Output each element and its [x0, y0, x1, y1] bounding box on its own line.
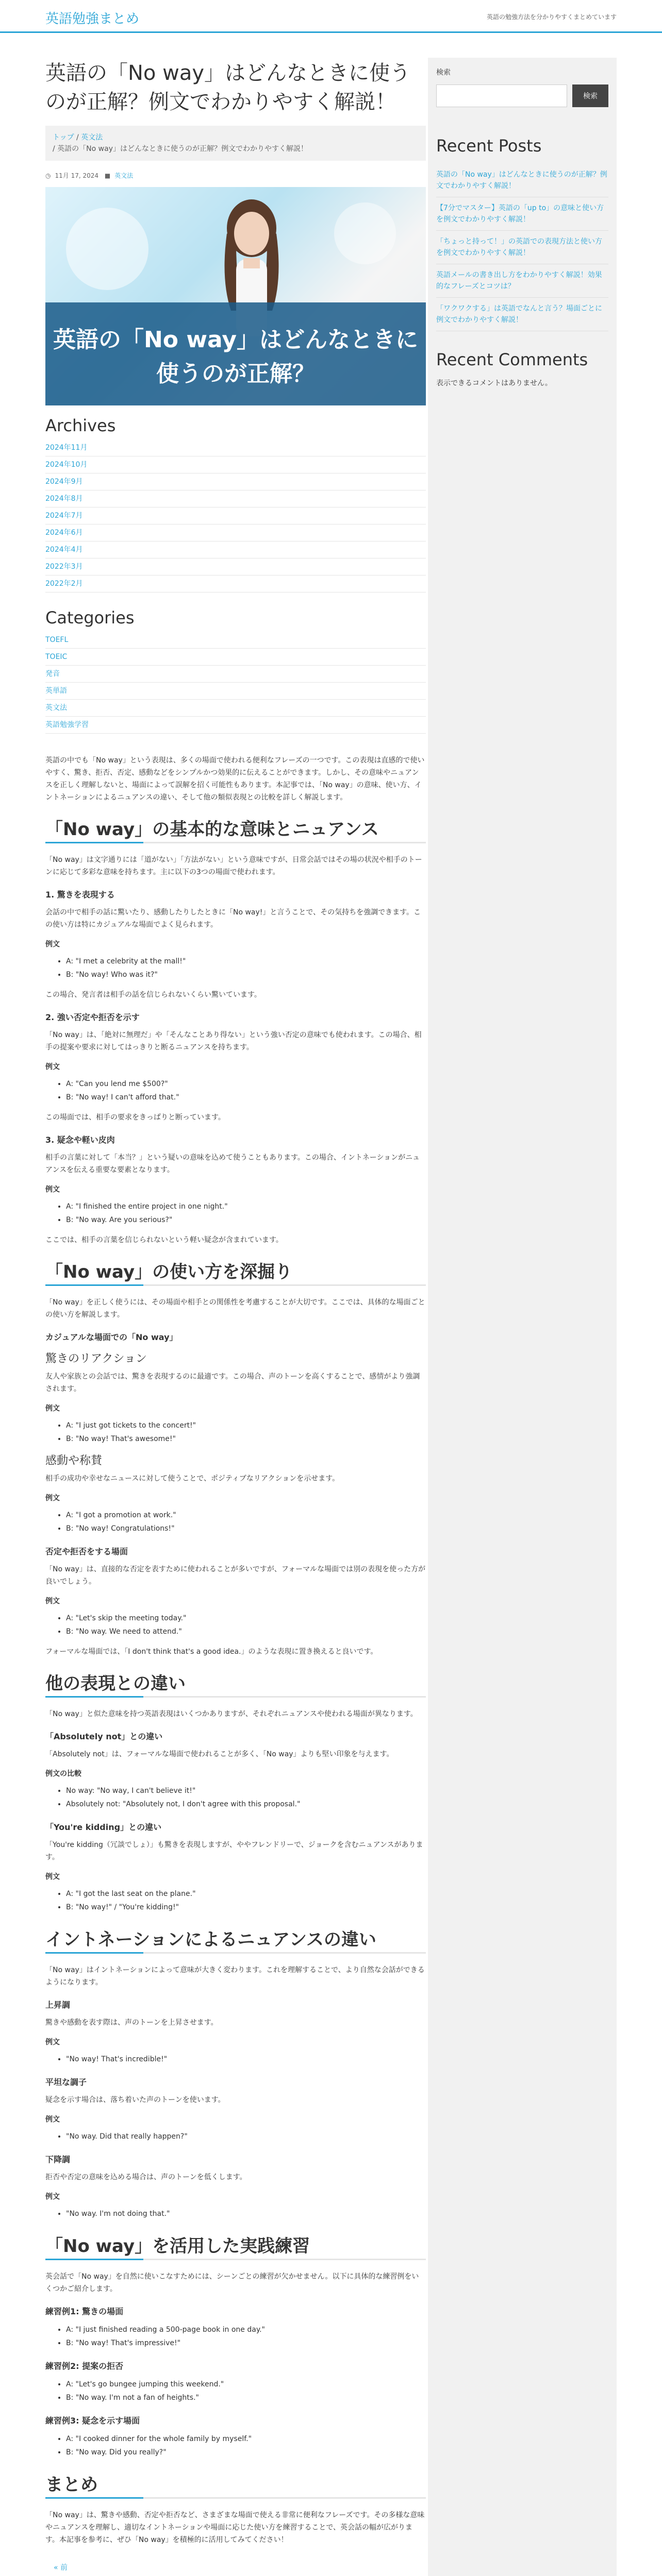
subheading: 3. 疑念や軽い皮肉 [45, 1135, 115, 1145]
folder-icon: ■ [104, 172, 111, 179]
example-item: • A: "I got the last seat on the plane." [66, 1887, 426, 1901]
paragraph: 「No way」は文字通りには「道がない」「方法がない」という意味ですが、日常会話ではその場の状況や相手のトーンに応じて多彩な意味を持ちます。主に以下の3つの場面で使われます。 [45, 856, 422, 876]
paragraph: 「No way」はイントネーションによって意味が大きく変わります。これを理解することで、より自然な会話ができるようになります。 [45, 1966, 425, 1987]
breadcrumb-current: 英語の「No way」はどんなときに使うのが正解？例文でわかりやすく解説！ [57, 145, 308, 153]
subheading: 練習例3: 疑念を示す場面 [45, 2416, 140, 2426]
archive-item [45, 541, 426, 558]
example-label: 例文 [45, 1494, 60, 1502]
category-item [45, 632, 426, 649]
archives-heading: Archives [45, 416, 116, 435]
category-item [45, 666, 426, 683]
category-link[interactable]: 英語勉強学習 [45, 721, 89, 729]
example-label: 例文 [45, 1597, 60, 1605]
article-body [45, 754, 426, 2574]
paragraph: 驚きや感動を表す際は、声のトーンを上昇させます。 [45, 2019, 218, 2027]
minor-heading: 驚きのリアクション [45, 1352, 147, 1365]
subheading: 否定や拒否をする場面 [45, 1547, 128, 1556]
search-input[interactable] [436, 84, 567, 107]
archive-item [45, 524, 426, 541]
minor-heading: 感動や称賛 [45, 1454, 103, 1467]
example-item: • B: "No way! That's awesome!" [66, 1432, 426, 1446]
breadcrumb-separator: / [53, 145, 55, 153]
example-label: 例文 [45, 1873, 60, 1881]
example-item: • A: "Let's skip the meeting today." [66, 1612, 426, 1625]
example-item: • A: "I met a celebrity at the mall!" [66, 955, 426, 968]
example-list [66, 1784, 426, 1811]
paragraph: 疑念を示す場合は、落ち着いた声のトーンを使います。 [45, 2096, 225, 2104]
recent-post-link[interactable]: 英語の「No way」はどんなときに使うのが正解？例文でわかりやすく解説！ [436, 171, 607, 190]
post-title: 英語の「No way」はどんなときに使うのが正解？例文でわかりやすく解説！ [45, 61, 411, 114]
site-tagline: 英語の勉強方法を分かりやすくまとめています [486, 13, 617, 21]
category-link[interactable]: TOEIC [45, 653, 68, 661]
subheading: 下降調 [45, 2155, 71, 2164]
subheading: 1. 驚きを表現する [45, 890, 115, 900]
example-item: • "No way. I'm not doing that." [66, 2207, 426, 2221]
section-heading: 「No way」を活用した実践練習 [45, 2240, 426, 2260]
example-item: • A: "Let's go bungee jumping this weekend." [66, 2378, 426, 2391]
archive-link[interactable]: 2022年2月 [45, 580, 83, 588]
breadcrumb-category-link[interactable]: 英文法 [81, 133, 103, 142]
example-item: • B: "No way. I'm not a fan of heights." [66, 2391, 426, 2404]
archive-item [45, 558, 426, 575]
subheading: 「Absolutely not」との違い [45, 1732, 163, 1741]
example-label: 例文 [45, 2038, 60, 2046]
paragraph: この場面では、相手の要求をきっぱりと断っています。 [45, 1113, 225, 1122]
recent-post-link[interactable]: 「ワクワクする」は英語でなんと言う？場面ごとに例文でわかりやすく解説！ [436, 304, 602, 324]
example-list [66, 2323, 426, 2350]
recent-post-item [436, 197, 608, 231]
breadcrumb [45, 126, 426, 161]
paragraph: 「No way」を正しく使うには、その場面や相手との関係性を考慮することが大切です。ここでは、具体的な場面ごとの使い方を解説します。 [45, 1298, 425, 1319]
recent-post-link[interactable]: 英語メールの書き出し方をわかりやすく解説！効果的なフレーズとコツは？ [436, 271, 602, 291]
paragraph: 「Absolutely not」は、フォーマルな場面で使われることが多く、「No way」よりも堅い印象を与えます。 [45, 1750, 394, 1758]
intro-paragraph: 英語の中でも「No way」という表現は、多くの場面で使われる便利なフレーズの一つです。この表現は直感的で使いやすく、驚き、拒否、否定、感動などをシンプルかつ効果的に伝えることができます。しかし、その意味やニュアンスを正しく理解しないと、場面によって誤解を招く可能性もあります。本記事では、「No way」の意味、使い方、イントネーションによるニュアンスの違い、そして他の類似表現との比較を詳しく解説します。 [45, 756, 425, 802]
clock-icon: ◷ [45, 172, 51, 179]
paragraph: ここでは、相手の言葉を信じられないという軽い疑念が含まれています。 [45, 1236, 283, 1244]
paragraph: 会話の中で相手の話に驚いたり、感動したりしたときに「No way!」と言うことで、その気持ちを強調できます。この使い方は特にカジュアルな場面でよく見られます。 [45, 908, 421, 929]
archives-list [45, 439, 426, 592]
subheading: カジュアルな場面での「No way」 [45, 1332, 178, 1342]
example-item: • A: "I finished the entire project in one night." [66, 1200, 426, 1213]
example-item: • A: "I got a promotion at work." [66, 1509, 426, 1522]
recent-posts-list [436, 164, 608, 331]
example-label: 例文 [45, 2193, 60, 2201]
recent-post-link[interactable]: 【7分でマスター】英語の「up to」の意味と使い方を例文でわかりやすく解説！ [436, 204, 604, 224]
recent-post-link[interactable]: 「ちょっと持って！」の英語での表現方法と使い方を例文でわかりやすく解説！ [436, 238, 602, 257]
categories-heading: Categories [45, 608, 135, 628]
eyecatch-image [45, 187, 426, 405]
site-header [0, 0, 662, 33]
eyecatch-title: 英語の「No way」はどんなときに使うのが正解？ [53, 327, 419, 387]
category-link[interactable]: 英単語 [45, 687, 67, 695]
example-item: • B: "No way! Who was it?" [66, 968, 426, 981]
archive-item [45, 473, 426, 490]
recent-post-item [436, 298, 608, 331]
recent-post-item [436, 164, 608, 197]
paragraph: 「No way」は、「絶対に無理だ」や「そんなことあり得ない」という強い否定の意味でも使われます。この場合、相手の提案や要求に対してはっきりと断るニュアンスを持ちます。 [45, 1031, 422, 1052]
post-date: 11月 17, 2024 [55, 172, 99, 179]
subheading: 練習例2: 提案の拒否 [45, 2361, 124, 2371]
example-list [66, 1612, 426, 1638]
paragraph: 拒否や否定の意味を込める場合は、声のトーンを低くします。 [45, 2173, 247, 2181]
search-button[interactable]: 検索 [572, 84, 608, 107]
post-category-link[interactable]: 英文法 [114, 172, 134, 179]
paragraph: 「You're kidding（冗談でしょ）」も驚きを表現しますが、ややフレンドリーで、ジョークを含むニュアンスがあります。 [45, 1841, 423, 1861]
recent-comments-heading: Recent Comments [436, 350, 588, 369]
archive-item [45, 507, 426, 524]
example-item: • "No way. Did that really happen?" [66, 2130, 426, 2143]
example-label: 例文 [45, 2115, 60, 2124]
example-item: • B: "No way! Congratulations!" [66, 1522, 426, 1535]
example-label: 例文 [45, 1063, 60, 1071]
example-label: 例文 [45, 940, 60, 948]
example-item: • A: "I just finished reading a 500-page book in one day." [66, 2323, 426, 2336]
paragraph: 英会話で「No way」を自然に使いこなすためには、シーンごとの練習が欠かせません。以下に具体的な練習例をいくつかご紹介します。 [45, 2273, 419, 2293]
archive-link[interactable]: 2024年7月 [45, 512, 83, 520]
recent-post-item [436, 264, 608, 298]
breadcrumb-separator: / [76, 133, 79, 142]
section-heading: 他の表現との違い [45, 1677, 426, 1698]
subheading: 「You're kidding」との違い [45, 1822, 162, 1832]
section-heading: まとめ [45, 2479, 426, 2499]
example-list [66, 2130, 426, 2143]
example-list [66, 1077, 426, 1104]
example-list [66, 1509, 426, 1535]
example-item: • No way: "No way, I can't believe it!" [66, 1784, 426, 1798]
bokeh-decoration [66, 208, 148, 290]
archive-link[interactable]: 2024年8月 [45, 495, 83, 503]
archive-link[interactable]: 2024年4月 [45, 546, 83, 554]
example-list [66, 1200, 426, 1227]
recent-post-item [436, 231, 608, 264]
example-item: • B: "No way! That's impressive!" [66, 2336, 426, 2350]
paragraph: フォーマルな場面では、「I don't think that's a good idea.」のような表現に置き換えると良いです。 [45, 1648, 378, 1656]
category-link[interactable]: TOEFL [45, 636, 69, 644]
category-link[interactable]: 発音 [45, 670, 60, 678]
section-heading: 「No way」の使い方を深掘り [45, 1266, 426, 1286]
breadcrumb-home-link[interactable]: トップ [53, 133, 74, 142]
example-item: • B: "No way. Did you really?" [66, 2446, 426, 2459]
example-label: 例文 [45, 1185, 60, 1194]
example-item: • A: "I just got tickets to the concert!" [66, 1419, 426, 1432]
no-comments-text: 表示できるコメントはありません。 [436, 379, 552, 387]
subheading: 平坦な調子 [45, 2077, 87, 2087]
example-list [66, 2207, 426, 2221]
example-label: 例文の比較 [45, 1770, 81, 1778]
category-item [45, 649, 426, 666]
paragraph: 「No way」は、直接的な否定を表すために使われることが多いですが、フォーマルな場面では別の表現を使った方が良いでしょう。 [45, 1565, 426, 1586]
archive-link[interactable]: 2024年9月 [45, 478, 83, 486]
example-item: • B: "No way. Are you serious?" [66, 1213, 426, 1227]
archive-link[interactable]: 2022年3月 [45, 563, 83, 571]
site-title-link[interactable]: 英語勉強まとめ [45, 11, 140, 27]
section-heading: イントネーションによるニュアンスの違い [45, 1934, 426, 1954]
category-item [45, 700, 426, 717]
example-item: • A: "I cooked dinner for the whole family by myself." [66, 2432, 426, 2446]
search-form [436, 84, 608, 107]
category-link[interactable]: 英文法 [45, 704, 67, 712]
paragraph: 相手の成功や幸せなニュースに対して使うことで、ポジティブなリアクションを示せます。 [45, 1475, 340, 1483]
example-list [66, 2432, 426, 2459]
example-list [66, 2053, 426, 2066]
previous-post-link[interactable]: « 前 [54, 2564, 68, 2572]
archive-item [45, 439, 426, 456]
archive-item [45, 490, 426, 507]
archive-item [45, 456, 426, 473]
main-content [45, 49, 426, 2574]
subheading: 上昇調 [45, 2000, 71, 2010]
paragraph: この場合、発言者は相手の話を信じられないくらい驚いています。 [45, 991, 261, 999]
archive-item [45, 575, 426, 592]
example-item: • B: "No way! I can't afford that." [66, 1091, 426, 1104]
bokeh-decoration [334, 202, 396, 264]
example-item: • "No way! That's incredible!" [66, 2053, 426, 2066]
search-label: 検索 [436, 69, 451, 77]
recent-posts-heading: Recent Posts [436, 136, 542, 156]
paragraph: 「No way」は、驚きや感動、否定や拒否など、さまざまな場面で使える非常に便利なフレーズです。その多様な意味やニュアンスを理解し、適切なイントネーションや場面に応じた使い方を練習することで、英会話の幅が広がります。本記事を参考に、ぜひ「No way」を積極的に活用してみてください！ [45, 2511, 425, 2544]
example-item: • B: "No way. We need to attend." [66, 1625, 426, 1638]
category-item [45, 683, 426, 700]
category-item [45, 717, 426, 734]
post-meta [45, 171, 426, 180]
example-item: • Absolutely not: "Absolutely not, I don't agree with this proposal." [66, 1798, 426, 1811]
example-item: • A: "Can you lend me $500?" [66, 1077, 426, 1091]
paragraph: 相手の言葉に対して「本当？」という疑いの意味を込めて使うこともあります。この場合、イントネーションがニュアンスを伝える重要な要素となります。 [45, 1154, 420, 1174]
subheading: 練習例1: 驚きの場面 [45, 2307, 124, 2316]
example-list [66, 1419, 426, 1446]
sidebar [428, 58, 617, 2576]
subheading: 2. 強い否定や拒否を示す [45, 1012, 140, 1022]
archive-link[interactable]: 2024年10月 [45, 461, 88, 469]
section-heading: 「No way」の基本的な意味とニュアンス [45, 823, 426, 843]
archive-link[interactable]: 2024年6月 [45, 529, 83, 537]
categories-list [45, 632, 426, 734]
example-list [66, 1887, 426, 1914]
paragraph: 友人や家族との会話では、驚きを表現するのに最適です。この場合、声のトーンを高くすることで、感情がより強調されます。 [45, 1372, 420, 1393]
archive-link[interactable]: 2024年11月 [45, 444, 88, 452]
paragraph: 「No way」と似た意味を持つ英語表現はいくつかありますが、それぞれニュアンスや使われる場面が異なります。 [45, 1710, 418, 1718]
example-list [66, 955, 426, 981]
example-label: 例文 [45, 1404, 60, 1413]
example-list [66, 2378, 426, 2404]
example-item: • B: "No way!" / "You're kidding!" [66, 1901, 426, 1914]
